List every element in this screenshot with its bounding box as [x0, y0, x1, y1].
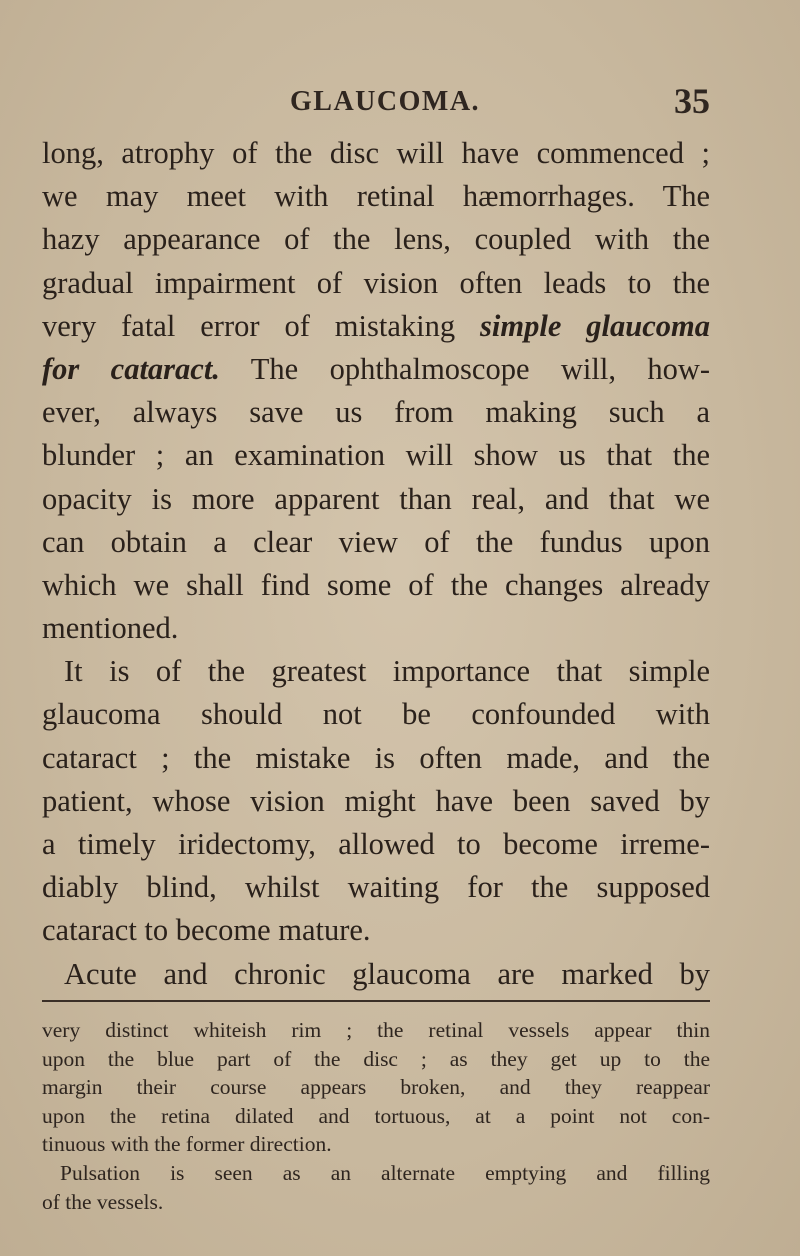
text-line: opacity is more apparent than real, and that we — [42, 481, 710, 516]
running-head-title: GLAUCOMA. — [290, 86, 481, 117]
text-line — [42, 348, 710, 391]
text-segment: The ophthalmoscope will, how- — [250, 351, 711, 386]
text-line: can obtain a clear view of the fundus upon — [42, 524, 710, 559]
text-line: patient, whose vision might have been saved by — [42, 783, 710, 818]
text-segment: very fatal error of mistaking — [42, 308, 456, 343]
text-line: mentioned. — [42, 611, 179, 646]
emphasis-text: simple glaucoma — [480, 308, 710, 343]
footnote-line: margin their course appears broken, and they reappear — [42, 1075, 710, 1100]
text-line — [42, 305, 710, 348]
footnote — [42, 1016, 710, 1216]
text-line: blunder ; an examination will show us that the — [42, 438, 710, 473]
text-line: Acute and chronic glaucoma are marked by — [64, 956, 710, 991]
main-text — [42, 132, 710, 996]
footnote-line: very distinct whiteish rim ; the retinal vessels appear thin — [42, 1018, 710, 1042]
page-number: 35 — [674, 81, 710, 121]
text-line: we may meet with retinal hæmorrhages. The — [42, 179, 710, 214]
text-line: diably blind, whilst waiting for the supposed — [42, 870, 710, 905]
text-line: cataract to become mature. — [42, 913, 371, 948]
footnote-line: of the vessels. — [42, 1189, 164, 1214]
text-line: It is of the greatest importance that simple — [64, 654, 710, 689]
text-line: a timely iridectomy, allowed to become irreme- — [42, 827, 710, 861]
footnote-divider — [42, 1000, 710, 1002]
text-line: gradual impairment of vision often leads to the — [42, 265, 710, 300]
text-line: ever, always save us from making such a — [42, 395, 710, 430]
footnote-line: upon the blue part of the disc ; as they get up to the — [42, 1046, 710, 1071]
text-line: hazy appearance of the lens, coupled with the — [42, 222, 710, 257]
text-line: long, atrophy of the disc will have commenced ; — [42, 136, 710, 170]
running-head — [290, 80, 710, 120]
text-line: cataract ; the mistake is often made, and the — [42, 740, 710, 775]
text-line: which we shall find some of the changes already — [42, 567, 710, 602]
footnote-line: tinuous with the former direction. — [42, 1132, 332, 1157]
footnote-line: upon the retina dilated and tortuous, at a point not con- — [42, 1103, 710, 1128]
footnote-line: Pulsation is seen as an alternate emptying and filling — [60, 1160, 710, 1185]
text-line: glaucoma should not be confounded with — [42, 697, 710, 732]
emphasis-text: for cataract. — [42, 351, 220, 386]
